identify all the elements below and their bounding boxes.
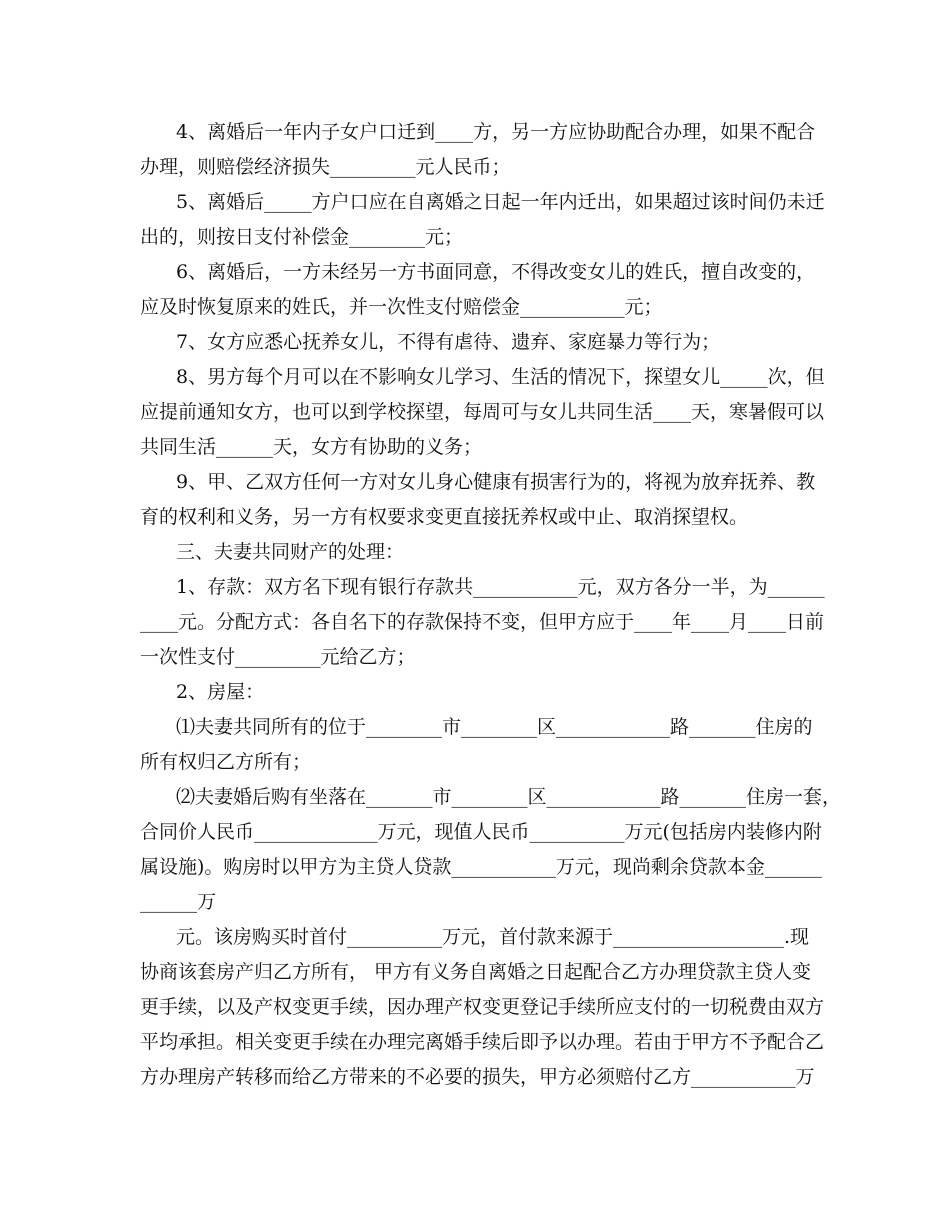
section-3-heading: 三、夫妻共同财产的处理： [176, 541, 405, 563]
clause-5-line-2: 出的，则按日支付补偿金________元； [140, 226, 464, 248]
clause-6-line-2: 应及时恢复原来的姓氏，并一次性支付赔偿金___________元； [140, 296, 663, 318]
deposit-line-1: 1、存款：双方名下现有银行存款共___________元，双方各分一半，为______ [176, 576, 825, 598]
house-2-line-1: ⑵夫妻婚后购有坐落在_______市________区____________路_______住房一套， [176, 786, 842, 808]
house-1-line-1: ⑴夫妻共同所有的位于________市________区____________路_______住房的 [176, 716, 813, 738]
clause-6-line-1: 6、离婚后，一方未经另一方书面同意，不得改变女儿的姓氏，擅自改变的， [176, 261, 816, 283]
house-2-line-6: 协商该套房产归乙方所有， 甲方有义务自离婚之日起配合乙方办理贷款主贷人变 [140, 961, 812, 983]
clause-9-line-2: 育的权利和义务，另一方有权要求变更直接抚养权或中止、取消探望权。 [140, 506, 749, 528]
house-2-line-7: 更手续，以及产权变更手续，因办理产权变更登记手续所应支付的一切税费由双方 [140, 996, 825, 1018]
deposit-line-3: 一次性支付_________元给乙方； [140, 646, 416, 668]
house-1-line-2: 所有权归乙方所有； [140, 751, 312, 773]
house-2-line-4: ______万 [140, 891, 217, 913]
clause-9-line-1: 9、甲、乙双方任何一方对女儿身心健康有损害行为的，将视为放弃抚养、教 [176, 471, 816, 493]
deposit-line-2: ____元。分配方式：各自名下的存款保持不变，但甲方应于____年____月____日前 [140, 611, 825, 633]
clause-4-line-2: 办理，则赔偿经济损失_________元人民币； [140, 156, 511, 178]
house-2-line-2: 合同价人民币_____________万元，现值人民币__________万元(包括房内装修内附 [140, 821, 822, 843]
clause-4-line-1: 4、离婚后一年内子女户口迁到____方，另一方应协助配合办理，如果不配合 [176, 121, 816, 143]
clause-5-line-1: 5、离婚后_____方户口应在自离婚之日起一年内迁出，如果超过该时间仍未迁 [176, 191, 825, 213]
clause-7-line-1: 7、女方应悉心抚养女儿，不得有虐待、遗弃、家庭暴力等行为； [176, 331, 721, 353]
house-2-line-3: 属设施)。购房时以甲方为主贷人贷款___________万元，现尚剩余贷款本金______ [140, 856, 822, 878]
house-2-line-9: 方办理房产转移而给乙方带来的不必要的损失，甲方必须赔付乙方___________万 [140, 1066, 815, 1088]
house-2-line-8: 平均承担。相关变更手续在办理完离婚手续后即予以办理。若由于甲方不予配合乙 [140, 1031, 825, 1053]
clause-8-line-2: 应提前通知女方，也可以到学校探望，每周可与女儿共同生活____天，寒暑假可以 [140, 401, 825, 423]
house-2-line-5: 元。该房购买时首付__________万元，首付款来源于__________________.现 [176, 926, 810, 948]
clause-8-line-1: 8、男方每个月可以在不影响女儿学习、生活的情况下，探望女儿_____次，但 [176, 366, 825, 388]
clause-8-line-3: 共同生活______天，女方有协助的义务； [140, 436, 483, 458]
house-heading: 2、房屋： [176, 681, 265, 703]
